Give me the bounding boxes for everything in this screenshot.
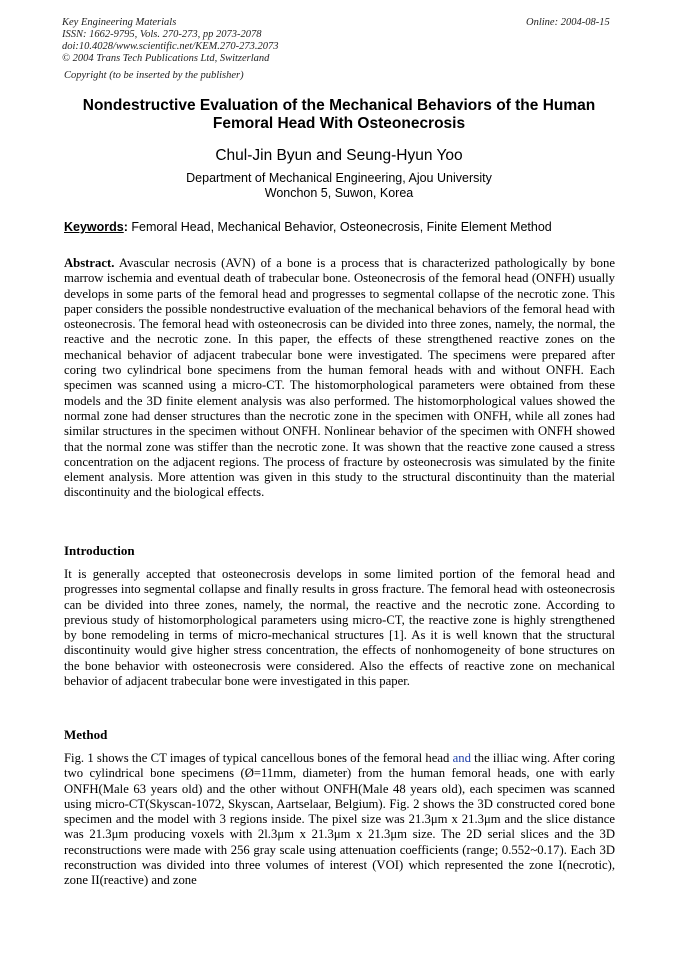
abstract — [64, 256, 615, 501]
publisher-line: © 2004 Trans Tech Publications Ltd, Switzerland — [62, 53, 270, 64]
paper-title — [60, 97, 618, 133]
keywords-label: Keywords — [64, 220, 124, 234]
abstract-label: Abstract. — [64, 256, 115, 270]
method-text-b: the illiac wing. After coring two cylindrical bone specimens (Ø=11mm, diameter) from the human femoral heads, one with early ONFH(Male 63 years old) and the other without ONFH(Male 48 years old), each specimen was scanned using micro-CT(Skyscan-1072, Skyscan, Aartselaar, Belgium). Fig. 2 shows the 3D constructed cored bone specimen and the model with 3 regions inside. The pixel size was 21.3μm x 21.3μm and the slice distance was 21.3μm producing voxels with 2l.3μm x 21.3μm x 21.3μm size. The 2D serial slices and the 3D reconstructions were made with 256 gray scale using attenuation coefficients (range; 0.552~0.17). Each 3D reconstruction was divided into three volumes of interest (VOI) which represented the zone I(necrotic), zone II(reactive) and zone — [64, 751, 616, 888]
copyright-line: Copyright (to be inserted by the publisher) — [64, 70, 244, 81]
abstract-text: Avascular necrosis (AVN) of a bone is a process that is characterized pathologically by bone marrow ischemia and eventual death of trabecular bone. Osteonecrosis of the femoral head (ONFH) usually develops in some parts of the femoral head and progresses to segmental collapse of the necrotic zone. This paper considers the possible nondestructive evaluation of the mechanical behaviors of the femoral head with osteonecrosis. The femoral head with osteonecrosis can be divided into three zones, namely, the normal, the reactive and the necrotic zone. In this paper, the effects of these strengthened reactive zones on the mechanical behavior of adjacent trabecular bone were investigated. The specimens were prepared after coring two cylindrical bone specimens from the human femoral heads with and without ONFH. Each specimen was scanned using a micro-CT. The histomorphological parameters were obtained from these models and the 3D finite element analysis was also performed. The histomorphological values showed the normal zone had denser structures than the necrotic zone in the specimen with ONFH, while all zones had similar structures in the specimen without ONFH. Nonlinear behavior of the specimen with ONFH showed that the normal zone was stiffer than the necrotic zone. It was shown that the reactive zone caused a stress concentration on the adjacent regions. The process of fracture by osteonecrosis was simulated by the finite element analysis. More attention was given in this study to the structural discontinuity than the material discontinuity and the biological effects. — [64, 256, 615, 500]
journal-header — [62, 17, 279, 65]
keywords: Keywords: Femoral Head, Mechanical Behavior, Osteonecrosis, Finite Element Method — [64, 220, 552, 234]
introduction-heading: Introduction — [64, 543, 135, 558]
doi-line: doi:10.4028/www.scientific.net/KEM.270-273.2073 — [62, 41, 279, 52]
title-line-2: Femoral Head With Osteonecrosis — [212, 115, 466, 132]
online-date: Online: 2004-08-15 — [526, 17, 610, 28]
authors: Chul-Jin Byun and Seung-Hyun Yoo — [215, 147, 463, 164]
method-text-and: and — [452, 751, 471, 765]
method-text — [64, 751, 615, 889]
journal-name: Key Engineering Materials — [62, 17, 177, 28]
affiliation — [60, 171, 618, 201]
method-text-a: Fig. 1 shows the CT images of typical cancellous bones of the femoral head — [64, 751, 453, 765]
affiliation-line-2: Wonchon 5, Suwon, Korea — [264, 186, 414, 200]
method-heading: Method — [64, 727, 108, 742]
keywords-text: Femoral Head, Mechanical Behavior, Osteonecrosis, Finite Element Method — [127, 220, 552, 234]
title-line-1: Nondestructive Evaluation of the Mechanical Behaviors of the Human — [82, 97, 596, 114]
affiliation-line-1: Department of Mechanical Engineering, Ajou University — [186, 171, 492, 185]
issn-line: ISSN: 1662-9795, Vols. 270-273, pp 2073-2078 — [62, 29, 262, 40]
introduction-text: It is generally accepted that osteonecrosis develops in some limited portion of the femoral head and progresses into segmental collapse and finally results in gross fracture. The femoral head with osteonecrosis can be divided into three zones, namely, the normal, the reactive and the necrotic zone. According to previous study of histomorphological parameters using micro-CT, the reactive zone is highly strengthened by bone remodeling in terms of micro-mechanical structures [1]. As it is well known that the structural discontinuity would give higher stress concentration, the effects of nonhomogeneity of bone structures on the bone behavior with osteonecrosis were considered. Also the effects of reactive zone on mechanical behavior of adjacent trabecular bone were investigated in this paper. — [64, 567, 615, 689]
